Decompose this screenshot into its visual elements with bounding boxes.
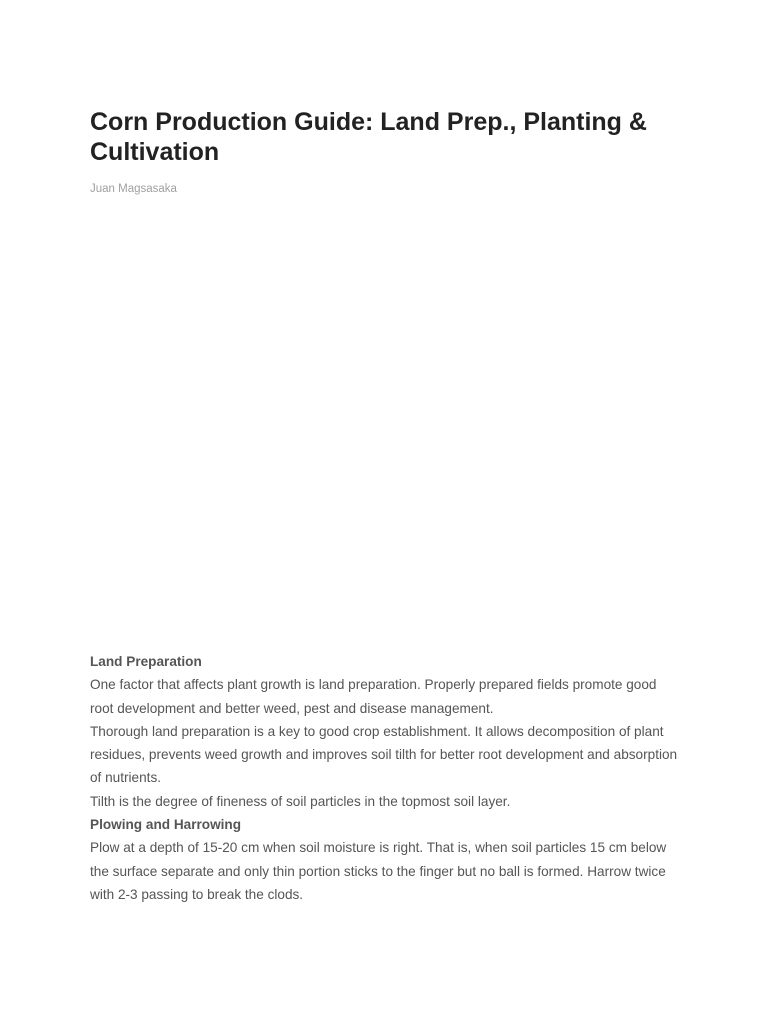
paragraph-plowing-harrowing: Plow at a depth of 15-20 cm when soil moisture is right. That is, when soil particles 15 cm below the surface separate and only thin portion sticks to the finger but no ball is formed. Harrow twice with 2-3 passing to break the clods. <box>90 840 667 902</box>
article-body <box>90 650 682 906</box>
paragraph-land-preparation-1: One factor that affects plant growth is land preparation. Properly prepared fields promote good root development and better weed, pest and disease management. <box>90 677 657 716</box>
article-title: Corn Production Guide: Land Prep., Planting & Cultivation <box>90 108 647 166</box>
paragraph-land-preparation-2: Thorough land preparation is a key to good crop establishment. It allows decomposition of plant residues, prevents weed growth and improves soil tilth for better root development and absorption of nutrients. <box>90 723 678 786</box>
section-heading-plowing-harrowing: Plowing and Harrowing <box>90 817 242 833</box>
article-author: Juan Magsasaka <box>90 183 177 195</box>
section-heading-land-preparation: Land Preparation <box>90 654 202 669</box>
blank-media-area <box>90 215 680 635</box>
paragraph-tilth-definition: Tilth is the degree of fineness of soil particles in the topmost soil layer. <box>90 793 511 809</box>
